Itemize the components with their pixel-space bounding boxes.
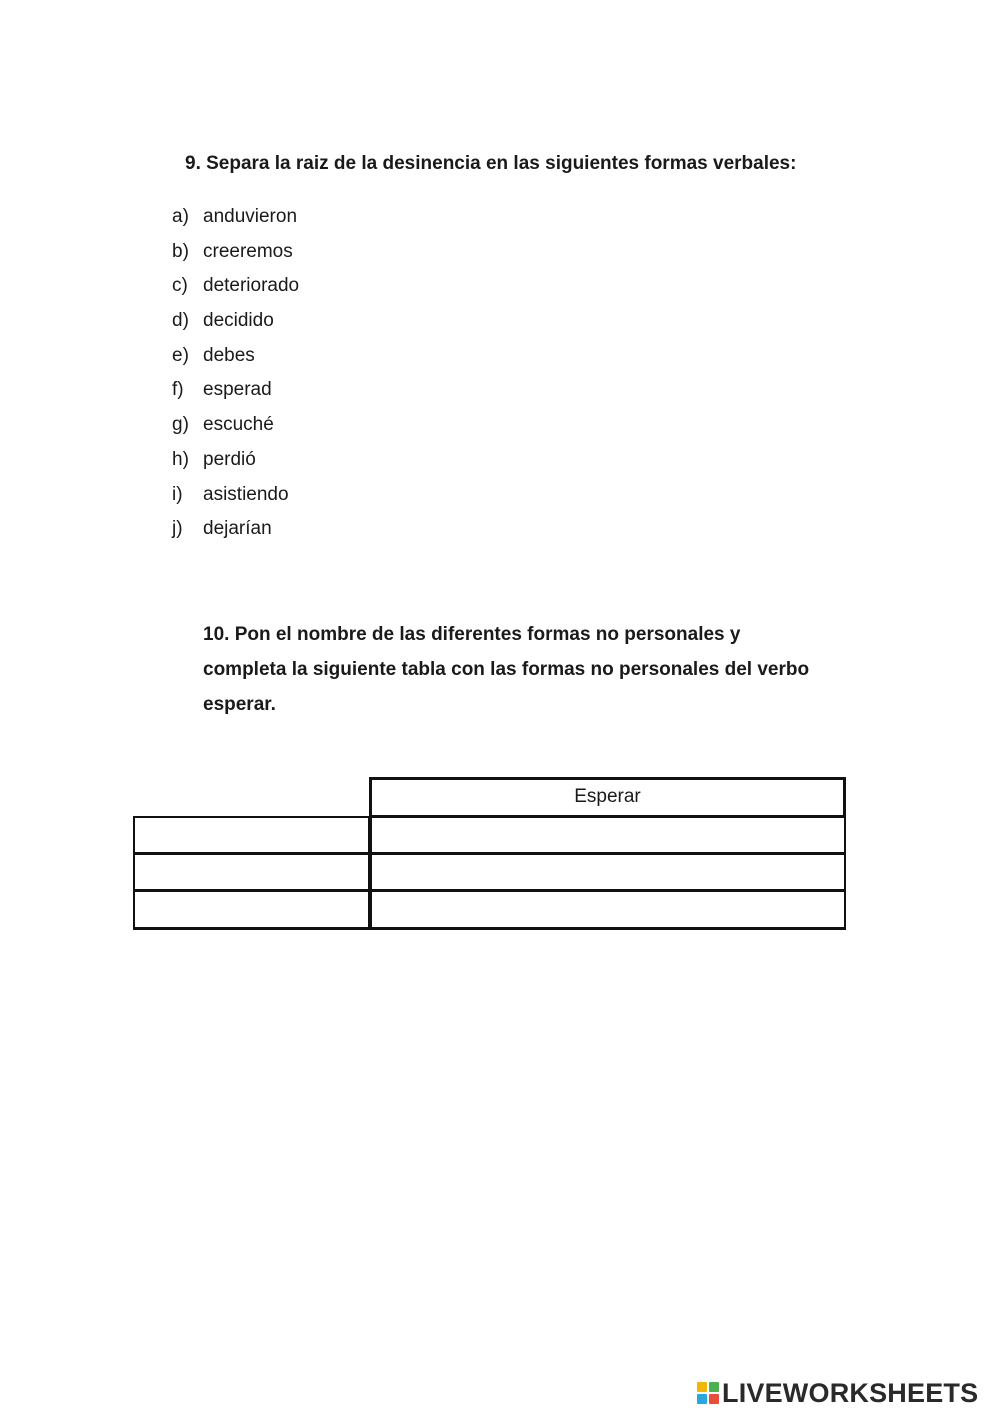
brand-name: LIVEWORKSHEETS (722, 1377, 979, 1408)
table-label-cell[interactable] (133, 853, 371, 891)
question-9-title: 9. Separa la raiz de la desinencia en las siguientes formas verbales: (185, 153, 797, 174)
logo-square-4 (709, 1394, 719, 1404)
table-answer-cell[interactable] (369, 890, 846, 930)
list-marker: g) (172, 414, 189, 436)
question-10-title-line: 10. Pon el nombre de las diferentes formas no personales y (203, 624, 741, 645)
list-item (172, 373, 299, 408)
list-item (172, 478, 299, 513)
question-10-title (203, 617, 863, 722)
list-marker: j) (172, 518, 183, 540)
table-answer-cell[interactable] (369, 853, 846, 891)
verb-form: escuché (203, 414, 274, 436)
non-personal-forms-table (133, 777, 846, 930)
verb-form: asistiendo (203, 483, 289, 505)
list-item (172, 269, 299, 304)
verb-form: dejarían (203, 518, 272, 540)
list-marker: b) (172, 240, 189, 262)
question-10-title-line: esperar. (203, 694, 276, 715)
list-marker: f) (172, 379, 184, 401)
list-item (172, 339, 299, 374)
liveworksheets-brand (697, 1376, 978, 1410)
table-header-esperar: Esperar (369, 777, 846, 818)
list-item (172, 443, 299, 478)
logo-square-3 (697, 1394, 707, 1404)
table-answer-cell[interactable] (369, 816, 846, 854)
verb-form: decidido (203, 310, 274, 332)
logo-square-1 (697, 1382, 707, 1392)
verb-forms-list (172, 200, 299, 547)
verb-form: creeremos (203, 240, 293, 262)
verb-form: esperad (203, 379, 272, 401)
list-item (172, 512, 299, 547)
list-marker: a) (172, 206, 189, 227)
verb-form: debes (203, 344, 255, 366)
table-label-cell[interactable] (133, 816, 371, 854)
list-item (172, 408, 299, 443)
list-marker: h) (172, 448, 189, 470)
list-item (172, 200, 299, 235)
verb-form: deteriorado (203, 275, 300, 297)
question-10-title-line: completa la siguiente tabla con las formas no personales del verbo (203, 659, 810, 680)
table-label-cell[interactable] (133, 890, 371, 930)
list-item (172, 235, 299, 270)
verb-form: perdió (203, 448, 256, 470)
liveworksheets-logo-icon (697, 1380, 719, 1406)
list-marker: i) (172, 483, 183, 505)
list-marker: c) (172, 275, 188, 297)
list-item (172, 304, 299, 339)
list-marker: e) (172, 344, 189, 366)
logo-square-2 (709, 1382, 719, 1392)
list-marker: d) (172, 310, 189, 332)
verb-form: anduvieron (203, 206, 298, 227)
